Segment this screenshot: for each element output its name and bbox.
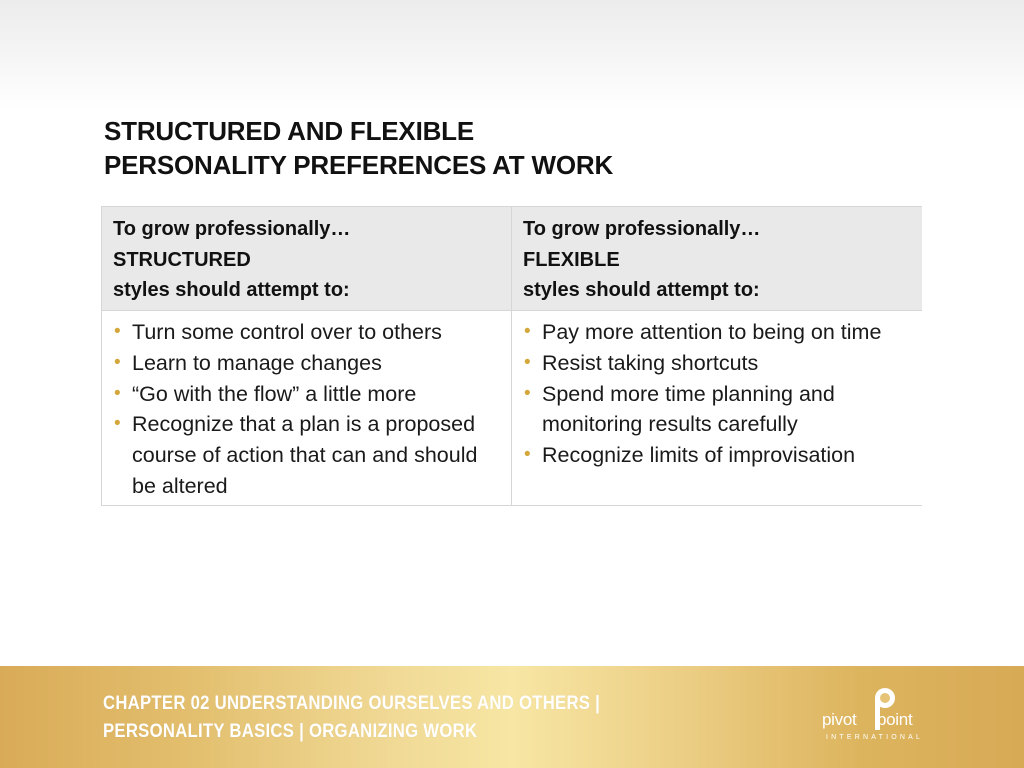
- list-item-text: Resist taking shortcuts: [542, 350, 759, 375]
- pivot-point-logo: [822, 684, 932, 746]
- list-item: [113, 317, 501, 348]
- list-item-text: Pay more attention to being on time: [542, 320, 882, 344]
- flexible-list-cell: [512, 311, 922, 505]
- bullet-icon: •: [114, 413, 121, 435]
- bullet-icon: •: [114, 351, 121, 373]
- structured-header-line-2: STRUCTURED: [113, 248, 251, 271]
- bullet-icon: •: [114, 321, 121, 342]
- list-item: [523, 440, 912, 471]
- footer-line-1: CHAPTER 02 UNDERSTANDING OURSELVES AND OTHERS |: [103, 693, 601, 714]
- list-item-text: “Go with the flow” a little more: [132, 381, 417, 406]
- flexible-header-line-3: styles should attempt to:: [523, 279, 760, 301]
- structured-header-line-1: To grow professionally…: [113, 218, 351, 240]
- bullet-icon: •: [524, 444, 531, 466]
- logo-word-point: point: [877, 710, 913, 729]
- flexible-header-cell: [512, 207, 922, 311]
- flexible-header-line-2: FLEXIBLE: [523, 248, 620, 271]
- list-item-text: Recognize that a plan is a proposed course of action that can and should be altered: [132, 412, 478, 498]
- bullet-icon: •: [524, 321, 531, 342]
- list-item: [113, 409, 501, 501]
- logo-subtitle: INTERNATIONAL: [826, 734, 924, 741]
- flexible-header-line-1: To grow professionally…: [523, 218, 761, 240]
- list-item: [113, 379, 501, 410]
- list-item: [113, 348, 501, 379]
- slide-title-line-2: PERSONALITY PREFERENCES AT WORK: [104, 150, 614, 180]
- footer-band: [0, 666, 1024, 768]
- list-item-text: Learn to manage changes: [132, 350, 382, 375]
- footer-line-2: PERSONALITY BASICS | ORGANIZING WORK: [103, 721, 478, 742]
- structured-list-cell: [102, 311, 512, 505]
- slide-title: [104, 114, 924, 182]
- structured-header-line-3: styles should attempt to:: [113, 279, 350, 301]
- list-item: [523, 317, 912, 348]
- list-item-text: Recognize limits of improvisation: [542, 443, 856, 468]
- structured-header-cell: [102, 207, 512, 311]
- footer-breadcrumb: [103, 690, 600, 746]
- list-item-text: Turn some control over to others: [132, 320, 442, 344]
- slide-title-line-1: STRUCTURED AND FLEXIBLE: [104, 116, 474, 146]
- bullet-icon: •: [524, 351, 531, 373]
- logo-word-pivot: pivot: [822, 710, 857, 729]
- list-item: [523, 348, 912, 379]
- bullet-icon: •: [524, 382, 531, 404]
- list-item: [523, 379, 912, 441]
- flexible-bullet-list: [523, 317, 912, 471]
- preferences-table: [101, 206, 922, 506]
- bullet-icon: •: [114, 382, 121, 404]
- structured-bullet-list: [113, 317, 501, 502]
- list-item-text: Spend more time planning and monitoring results carefully: [542, 381, 835, 437]
